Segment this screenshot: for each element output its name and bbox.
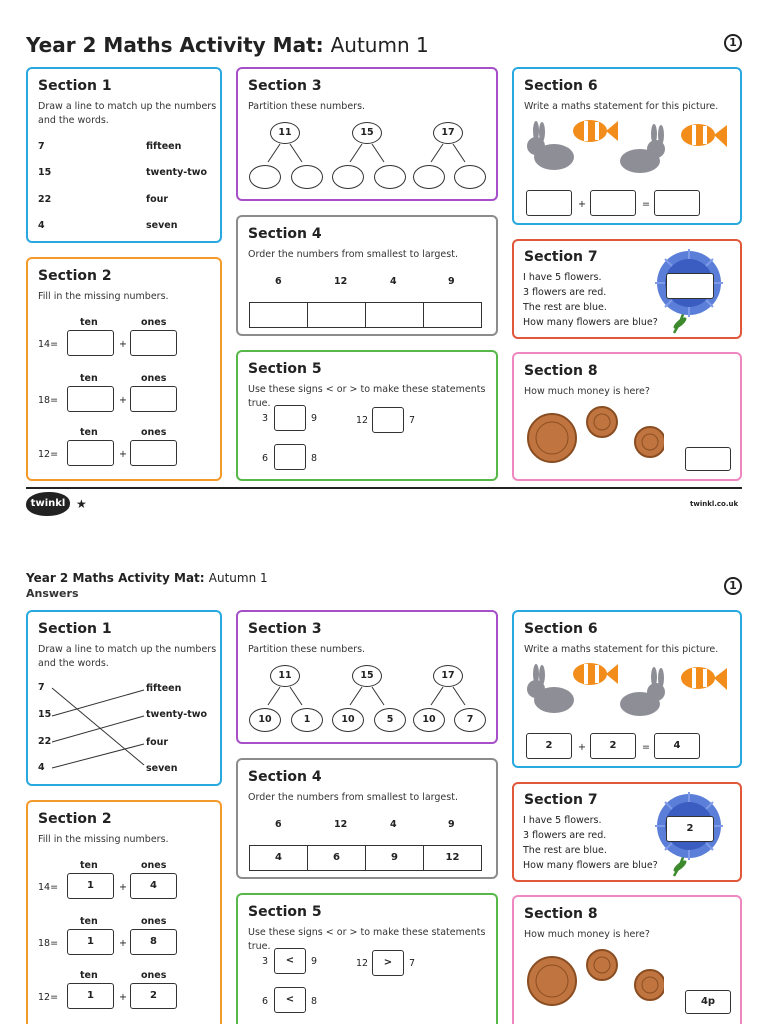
fish-icon bbox=[573, 120, 618, 142]
plus-sign: + bbox=[578, 199, 586, 210]
ones-label: ones bbox=[141, 860, 167, 871]
ten-answer: 1 bbox=[67, 983, 114, 1009]
page-title bbox=[26, 33, 429, 57]
ones-answer: 8 bbox=[130, 929, 177, 955]
match-number: 4 bbox=[38, 762, 45, 773]
plus-sign: + bbox=[119, 882, 127, 893]
section-description: Order the numbers from smallest to largest. bbox=[248, 249, 458, 260]
page-number-badge: 1 bbox=[724, 34, 742, 52]
ones-answer: 4 bbox=[130, 873, 177, 899]
ten-input[interactable] bbox=[67, 330, 114, 356]
order-number: 4 bbox=[390, 819, 397, 830]
fish-icon bbox=[681, 667, 727, 690]
ten-input[interactable] bbox=[67, 440, 114, 466]
answer-section-6-card bbox=[512, 610, 742, 768]
addend-answer: 2 bbox=[526, 733, 572, 759]
order-number: 9 bbox=[448, 819, 455, 830]
match-word: four bbox=[146, 194, 169, 205]
order-number: 12 bbox=[334, 819, 348, 830]
partition-part-answer: 5 bbox=[374, 708, 406, 732]
ten-label: ten bbox=[80, 970, 98, 981]
answer-section-3-card bbox=[236, 610, 498, 744]
equals-sign: = bbox=[642, 199, 650, 210]
ones-label: ones bbox=[141, 916, 167, 927]
compare-sign-input[interactable] bbox=[274, 405, 306, 431]
compare-left: 6 bbox=[262, 996, 269, 1007]
money-answer: 4p bbox=[685, 990, 731, 1014]
ones-input[interactable] bbox=[130, 330, 177, 356]
plus-sign: + bbox=[119, 938, 127, 949]
page-title-bold: Year 2 Maths Activity Mat: bbox=[26, 33, 324, 57]
section-description: Draw a line to match up the numbers and the words. bbox=[38, 644, 217, 669]
section-description: Write a maths statement for this picture. bbox=[524, 101, 719, 112]
order-input[interactable] bbox=[307, 302, 366, 328]
one-pence-coin-icon bbox=[635, 970, 664, 1000]
match-word: twenty-two bbox=[146, 709, 208, 720]
ten-label: ten bbox=[80, 373, 98, 384]
section-title: Section 1 bbox=[38, 621, 112, 637]
section-title: Section 3 bbox=[248, 78, 322, 94]
plus-sign: + bbox=[578, 742, 586, 753]
match-word: seven bbox=[146, 763, 178, 774]
compare-sign-input[interactable] bbox=[274, 444, 306, 470]
match-number: 7 bbox=[38, 682, 45, 693]
word-problem: I have 5 flowers. 3 flowers are red. The rest are blue. How many flowers are blue? bbox=[523, 272, 658, 328]
order-input[interactable] bbox=[365, 302, 424, 328]
partition-part-input[interactable] bbox=[291, 165, 323, 189]
answer-section-7-card bbox=[512, 782, 742, 882]
section-title: Section 1 bbox=[38, 78, 112, 94]
answer-value: 2 bbox=[666, 816, 714, 842]
footer-url: twinkl.co.uk bbox=[690, 500, 739, 508]
rabbit-icon bbox=[527, 121, 574, 170]
match-number: 15 bbox=[38, 709, 52, 720]
twinkl-logo: twinkl bbox=[26, 492, 70, 516]
plus-sign: + bbox=[119, 992, 127, 1003]
section-description: Fill in the missing numbers. bbox=[38, 834, 169, 845]
matching-lines bbox=[28, 612, 220, 784]
one-pence-coin-icon bbox=[635, 427, 664, 457]
section-description: Use these signs < or > to make these statements true. bbox=[248, 927, 486, 952]
row-label: 18= bbox=[38, 395, 59, 406]
row-label: 14= bbox=[38, 882, 59, 893]
two-pence-coin-icon bbox=[528, 414, 576, 462]
row-label: 14= bbox=[38, 339, 59, 350]
answers-title: Year 2 Maths Activity Mat: Autumn 1 bbox=[26, 571, 268, 585]
section-title: Section 3 bbox=[248, 621, 322, 637]
ten-answer: 1 bbox=[67, 929, 114, 955]
section-title: Section 2 bbox=[38, 268, 112, 284]
equals-sign: = bbox=[642, 742, 650, 753]
ten-label: ten bbox=[80, 427, 98, 438]
compare-right: 8 bbox=[311, 453, 318, 464]
order-input[interactable] bbox=[423, 302, 482, 328]
sum-answer: 4 bbox=[654, 733, 700, 759]
compare-right: 7 bbox=[409, 415, 416, 426]
addend-input[interactable] bbox=[590, 190, 636, 216]
order-answer: 9 bbox=[365, 845, 424, 871]
word-problem: I have 5 flowers. 3 flowers are red. The rest are blue. How many flowers are blue? bbox=[523, 815, 658, 871]
order-number: 4 bbox=[390, 276, 397, 287]
footer-divider bbox=[26, 487, 742, 489]
section-description: Write a maths statement for this picture. bbox=[524, 644, 719, 655]
ones-input[interactable] bbox=[130, 440, 177, 466]
section-5-card bbox=[236, 350, 498, 481]
two-pence-coin-icon bbox=[528, 957, 576, 1005]
match-number: 7 bbox=[38, 141, 45, 152]
section-description: Fill in the missing numbers. bbox=[38, 291, 169, 302]
partition-whole: 17 bbox=[433, 665, 463, 687]
animals-picture bbox=[522, 658, 736, 720]
section-description: Partition these numbers. bbox=[248, 101, 366, 112]
ones-label: ones bbox=[141, 427, 167, 438]
section-title: Section 4 bbox=[248, 769, 322, 785]
match-number: 22 bbox=[38, 194, 52, 205]
partition-whole: 17 bbox=[433, 122, 463, 144]
partition-part-input[interactable] bbox=[249, 165, 281, 189]
section-title: Section 5 bbox=[248, 904, 322, 920]
section-description: Use these signs < or > to make these statements true. bbox=[248, 384, 486, 409]
compare-sign-answer: < bbox=[274, 987, 306, 1013]
compare-left: 12 bbox=[356, 415, 369, 426]
partition-part-answer: 1 bbox=[291, 708, 323, 732]
order-number: 6 bbox=[275, 276, 282, 287]
partition-part-input[interactable] bbox=[374, 165, 406, 189]
ones-input[interactable] bbox=[130, 386, 177, 412]
answer-input[interactable] bbox=[666, 273, 714, 299]
answer-section-2-card bbox=[26, 800, 222, 1024]
match-word: fifteen bbox=[146, 141, 182, 152]
addend-input[interactable] bbox=[526, 190, 572, 216]
page-title-light: Autumn 1 bbox=[330, 33, 429, 57]
order-input[interactable] bbox=[249, 302, 308, 328]
section-title: Section 2 bbox=[38, 811, 112, 827]
section-title: Section 4 bbox=[248, 226, 322, 242]
coins-picture bbox=[524, 406, 664, 466]
ones-label: ones bbox=[141, 970, 167, 981]
partition-part-answer: 10 bbox=[413, 708, 445, 732]
ten-label: ten bbox=[80, 916, 98, 927]
match-number: 15 bbox=[38, 167, 52, 178]
partition-part-input[interactable] bbox=[413, 165, 445, 189]
partition-part-answer: 10 bbox=[249, 708, 281, 732]
answers-page-badge: 1 bbox=[724, 577, 742, 595]
coins-picture bbox=[524, 949, 664, 1009]
row-label: 12= bbox=[38, 992, 59, 1003]
match-number: 4 bbox=[38, 220, 45, 231]
section-title: Section 5 bbox=[248, 361, 322, 377]
rabbit-icon bbox=[527, 664, 574, 713]
compare-right: 7 bbox=[409, 958, 416, 969]
compare-left: 12 bbox=[356, 958, 369, 969]
section-8-card bbox=[512, 352, 742, 481]
addend-answer: 2 bbox=[590, 733, 636, 759]
section-title: Section 7 bbox=[524, 792, 598, 808]
row-label: 18= bbox=[38, 938, 59, 949]
section-title: Section 8 bbox=[524, 906, 598, 922]
section-description: Order the numbers from smallest to largest. bbox=[248, 792, 458, 803]
answer-section-1-card bbox=[26, 610, 222, 786]
ten-answer: 1 bbox=[67, 873, 114, 899]
one-pence-coin-icon bbox=[587, 950, 617, 980]
ones-answer: 2 bbox=[130, 983, 177, 1009]
compare-left: 3 bbox=[262, 413, 269, 424]
section-description: How much money is here? bbox=[524, 386, 650, 397]
section-6-card bbox=[512, 67, 742, 225]
compare-left: 3 bbox=[262, 956, 269, 967]
order-answer: 4 bbox=[249, 845, 308, 871]
section-1-card bbox=[26, 67, 222, 243]
match-word: twenty-two bbox=[146, 167, 208, 178]
section-2-card bbox=[26, 257, 222, 481]
fish-icon bbox=[681, 124, 727, 147]
compare-right: 9 bbox=[311, 413, 318, 424]
one-pence-coin-icon bbox=[587, 407, 617, 437]
answer-section-8-card bbox=[512, 895, 742, 1024]
section-title: Section 8 bbox=[524, 363, 598, 379]
compare-right: 9 bbox=[311, 956, 318, 967]
partition-whole: 11 bbox=[270, 122, 300, 144]
plus-sign: + bbox=[119, 339, 127, 350]
match-word: seven bbox=[146, 220, 178, 231]
compare-left: 6 bbox=[262, 453, 269, 464]
money-input[interactable] bbox=[685, 447, 731, 471]
sum-input[interactable] bbox=[654, 190, 700, 216]
answer-section-4-card bbox=[236, 758, 498, 879]
partition-part-input[interactable] bbox=[454, 165, 486, 189]
answer-section-5-card bbox=[236, 893, 498, 1024]
plus-sign: + bbox=[119, 395, 127, 406]
partition-part-input[interactable] bbox=[332, 165, 364, 189]
ten-input[interactable] bbox=[67, 386, 114, 412]
section-title: Section 6 bbox=[524, 621, 598, 637]
section-title: Section 7 bbox=[524, 249, 598, 265]
order-number: 6 bbox=[275, 819, 282, 830]
partition-part-answer: 10 bbox=[332, 708, 364, 732]
order-number: 9 bbox=[448, 276, 455, 287]
ten-label: ten bbox=[80, 860, 98, 871]
compare-sign-answer: > bbox=[372, 950, 404, 976]
section-4-card bbox=[236, 215, 498, 336]
plus-sign: + bbox=[119, 449, 127, 460]
star-icon: ★ bbox=[76, 497, 87, 511]
compare-right: 8 bbox=[311, 996, 318, 1007]
section-3-card bbox=[236, 67, 498, 201]
order-number: 12 bbox=[334, 276, 348, 287]
fish-icon bbox=[573, 663, 618, 685]
ones-label: ones bbox=[141, 317, 167, 328]
section-title: Section 6 bbox=[524, 78, 598, 94]
partition-part-answer: 7 bbox=[454, 708, 486, 732]
ones-label: ones bbox=[141, 373, 167, 384]
rabbit-icon bbox=[620, 124, 665, 173]
order-answer: 12 bbox=[423, 845, 482, 871]
match-word: fifteen bbox=[146, 683, 182, 694]
answers-subtitle: Answers bbox=[26, 587, 79, 600]
animals-picture bbox=[522, 115, 736, 177]
ten-label: ten bbox=[80, 317, 98, 328]
partition-whole: 15 bbox=[352, 665, 382, 687]
rabbit-icon bbox=[620, 667, 665, 716]
partition-whole: 11 bbox=[270, 665, 300, 687]
match-word: four bbox=[146, 737, 169, 748]
section-description: How much money is here? bbox=[524, 929, 650, 940]
row-label: 12= bbox=[38, 449, 59, 460]
compare-sign-answer: < bbox=[274, 948, 306, 974]
partition-whole: 15 bbox=[352, 122, 382, 144]
section-7-card bbox=[512, 239, 742, 339]
order-answer: 6 bbox=[307, 845, 366, 871]
section-description: Draw a line to match up the numbers and the words. bbox=[38, 101, 217, 126]
compare-sign-input[interactable] bbox=[372, 407, 404, 433]
match-number: 22 bbox=[38, 736, 52, 747]
section-description: Partition these numbers. bbox=[248, 644, 366, 655]
